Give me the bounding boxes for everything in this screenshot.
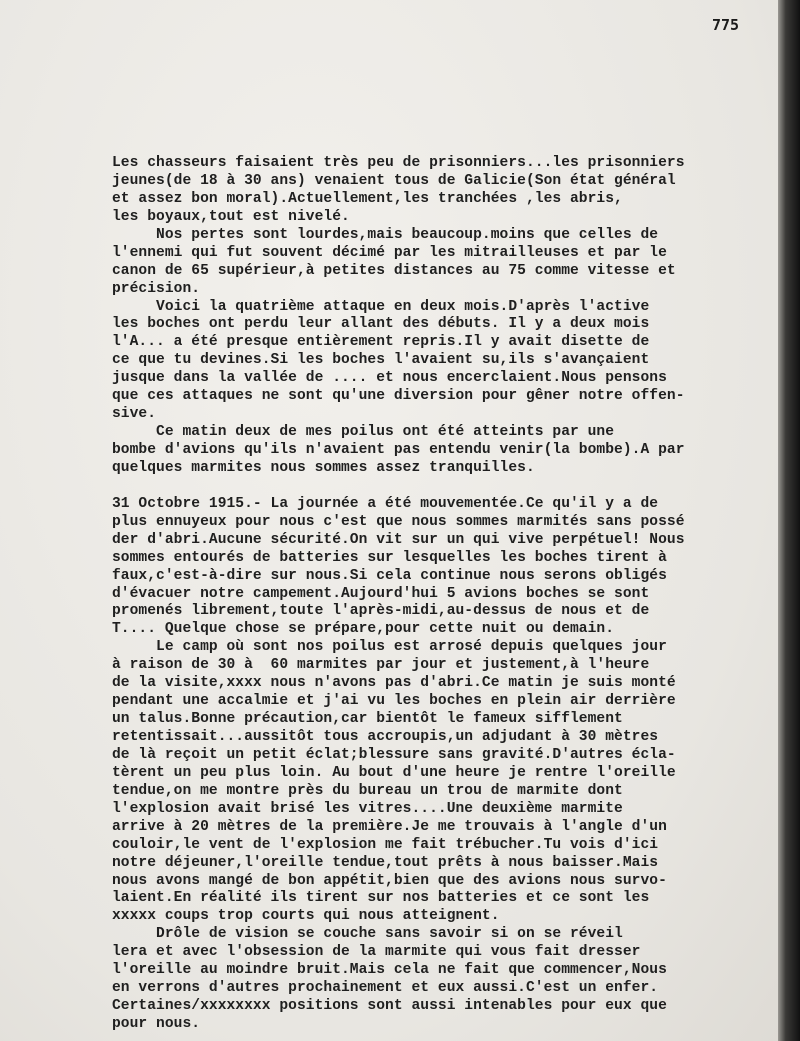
text-line: l'ennemi qui fut souvent décimé par les mitrailleuses et par le	[112, 244, 667, 261]
text-line: Voici la quatrième attaque en deux mois.D'après l'active	[112, 298, 650, 315]
text-line: laient.En réalité ils tirent sur nos batteries et ce sont les	[112, 890, 650, 907]
text-line: sive.	[112, 406, 157, 423]
text-line: que ces attaques ne sont qu'une diversion pour gêner notre offen-	[112, 388, 685, 405]
text-line: et assez bon moral).Actuellement,les tranchées ,les abris,	[112, 190, 623, 207]
text-line: bombe d'avions qu'ils n'avaient pas entendu venir(la bombe).A par	[112, 442, 685, 458]
text-line: de la visite,xxxx nous n'avons pas d'abri.Ce matin je suis monté	[112, 675, 676, 692]
text-line: pour nous.	[112, 1016, 201, 1032]
text-line: nous avons mangé de bon appétit,bien que des avions nous survo-	[112, 872, 667, 889]
text-line: xxxxx coups trop courts qui nous atteignent.	[112, 908, 500, 925]
text-line: sommes entourés de batteries sur lesquelles les boches tirent à	[112, 549, 667, 566]
text-line: Le camp où sont nos poilus est arrosé depuis quelques jour	[112, 639, 667, 656]
text-line: plus ennuyeux pour nous c'est que nous sommes marmités sans possé	[112, 513, 685, 530]
scan-edge	[778, 0, 800, 1041]
text-line: ce que tu devines.Si les boches l'avaient su,ils s'avançaient	[112, 352, 650, 369]
text-line: à raison de 30 à 60 marmites par jour et justement,à l'heure	[112, 657, 650, 674]
text-line: jeunes(de 18 à 30 ans) venaient tous de Galicie(Son état général	[112, 172, 676, 189]
text-line: T.... Quelque chose se prépare,pour cette nuit ou demain.	[112, 621, 615, 638]
text-line: canon de 65 supérieur,à petites distances au 75 comme vitesse et	[112, 262, 676, 279]
text-line: arrive à 20 mètres de la première.Je me trouvais à l'angle d'un	[112, 818, 667, 835]
text-line: Ce matin deux de mes poilus ont été atteints par une	[112, 424, 615, 441]
text-line: d'évacuer notre campement.Aujourd'hui 5 avions boches se sont	[112, 585, 650, 602]
text-line: couloir,le vent de l'explosion me fait trébucher.Tu vois d'ici	[112, 836, 659, 853]
text-line: promenés librement,toute l'après-midi,au-dessus de nous et de	[112, 603, 650, 620]
text-line: quelques marmites nous sommes assez tranquilles.	[112, 459, 535, 476]
text-line: lera et avec l'obsession de la marmite qui vous fait dresser	[112, 944, 641, 961]
text-line: 31 Octobre 1915.- La journée a été mouvementée.Ce qu'il y a de	[112, 495, 659, 512]
typed-text-body	[112, 155, 762, 1034]
text-line	[112, 478, 762, 496]
text-line: de là reçoit un petit éclat;blessure sans gravité.D'autres écla-	[112, 746, 676, 763]
page-number: 775	[712, 16, 740, 34]
text-line: tèrent un peu plus loin. Au bout d'une heure je rentre l'oreille	[112, 764, 676, 781]
text-line: l'A... a été presque entièrement repris.Il y avait disette de	[112, 334, 650, 351]
text-line: l'oreille au moindre bruit.Mais cela ne fait que commencer,Nous	[112, 962, 667, 979]
text-line: pendant une accalmie et j'ai vu les boches en plein air derrière	[112, 693, 676, 710]
text-line: les boyaux,tout est nivelé.	[112, 208, 350, 225]
text-line: les boches ont perdu leur allant des débuts. Il y a deux mois	[112, 316, 650, 333]
text-line: Drôle de vision se couche sans savoir si on se réveil	[112, 926, 623, 943]
text-line: der d'abri.Aucune sécurité.On vit sur un qui vive perpétuel! Nous	[112, 531, 685, 548]
text-line: Les chasseurs faisaient très peu de prisonniers...les prisonniers	[112, 155, 685, 171]
text-line: Certaines/xxxxxxxx positions sont aussi intenables pour eux que	[112, 998, 667, 1015]
text-line: l'explosion avait brisé les vitres....Une deuxième marmite	[112, 800, 623, 817]
text-line: Nos pertes sont lourdes,mais beaucoup.moins que celles de	[112, 226, 659, 243]
text-line: retentissait...aussitôt tous accroupis,un adjudant à 30 mètres	[112, 729, 659, 745]
text-line: tendue,on me montre près du bureau un trou de marmite dont	[112, 782, 623, 799]
text-line: précision.	[112, 280, 201, 297]
text-line: un talus.Bonne précaution,car bientôt le fameux sifflement	[112, 711, 623, 728]
text-line: jusque dans la vallée de .... et nous encerclaient.Nous pensons	[112, 370, 667, 387]
text-line: faux,c'est-à-dire sur nous.Si cela continue nous serons obligés	[112, 567, 667, 584]
text-line: notre déjeuner,l'oreille tendue,tout prêts à nous baisser.Mais	[112, 854, 659, 871]
text-line: en verrons d'autres prochainement et eux aussi.C'est un enfer.	[112, 980, 659, 997]
